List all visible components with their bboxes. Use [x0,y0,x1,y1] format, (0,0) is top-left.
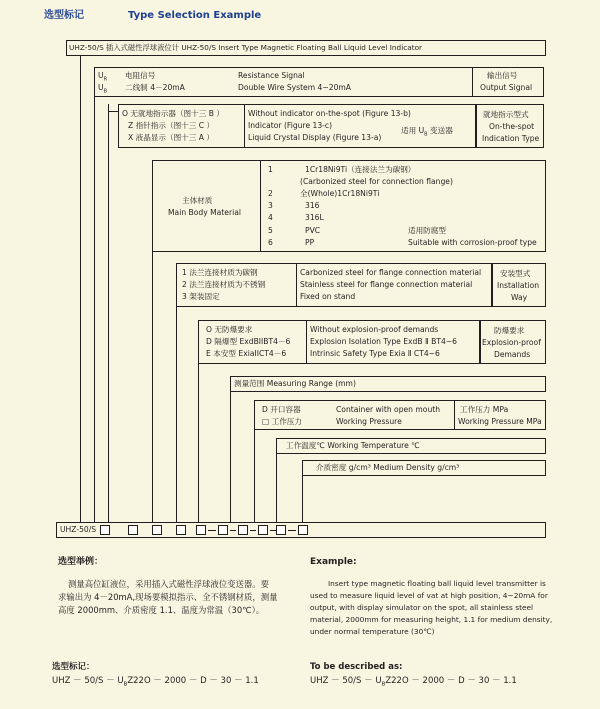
example-text-en: Insert type magnetic floating ball liquid level transmitter is used to measure liquid level of vat at high position, 4~20mA for output, with display simulator on the spot, all stainless steel material, 2000mm for measuring height, 1.1 for medium density, under normal temperature (30℃) [310,579,553,636]
code-prefix: UHZ-50/S [60,525,97,534]
material-code-1: 1 [268,165,273,174]
code-box-install [176,525,186,535]
output-cn-b: 二线制 4－20mA [125,83,185,92]
material-text-1: 1Cr18Ni9Ti（连接法兰为碳钢） [305,165,416,174]
explosion-en-d: Explosion Isolation Type ExdB Ⅱ BT4~6 [310,337,457,346]
material-text-5: PVC [305,226,321,235]
install-en-1: Carbonized steel for flange connection material [300,268,482,277]
material-note-cn: 适用防腐型 [408,226,446,235]
install-label-en1: Installation [497,281,540,290]
install-row-2: 2 法兰连接材质为不锈钢 [182,280,266,289]
install-en-3: Fixed on stand [300,292,356,301]
onspot-en-o: Without indicator on-the-spot (Figure 13-b) [248,109,411,118]
described-label-cn: 选型标记： [52,662,95,672]
onspot-en-x: Liquid Crystal Display (Figure 13-a) [248,133,382,142]
header-title-en: Type Selection Example [128,10,262,21]
code-box-pressure-2 [258,525,268,535]
onspot-label-en1: On-the-spot [489,122,535,131]
onspot-label-cn: 就地指示型式 [483,110,529,119]
explosion-en-e: Intrinsic Safety Type Exia Ⅱ CT4~6 [310,349,440,358]
material-label-cn: 主体材质 [182,196,213,205]
onspot-row-o: O 无就地指示器（图十三 B ） [122,109,224,118]
material-note-en: Suitable with corrosion-proof type [408,238,537,247]
material-code-5: 5 [268,226,273,235]
material-code-3: 3 [268,201,273,210]
code-box-explosion [196,525,206,535]
described-code-en: UHZ － $50/S - U_BZ22O - 2000 - D - 30 - 1.1$ [310,676,517,688]
pressure-en-d: Container with open mouth [336,405,441,414]
connector-line [80,56,81,522]
code-box-output [100,525,110,535]
install-row-1: 1 法兰连接材质为碳钢 [182,268,258,277]
output-code-b: $U_B$ [98,83,107,95]
range-text: 测量范围 Measuring Range (mm) [234,379,356,388]
header-title-cn: 选型标记 [44,10,84,21]
install-en-2: Stainless steel for flange connection material [300,280,473,289]
material-text-2: 全(Whole)1Cr18Ni9Ti [300,189,380,198]
described-code-cn: UHZ － $50/S - U_BZ22O - 2000 - D - 30 - 1.1$ [52,676,259,688]
connector-line [108,104,109,522]
temperature-text: 工作温度℃ Working Temperature ℃ [286,441,420,450]
install-label-cn: 安装型式 [500,269,531,278]
explosion-en-o: Without explosion-proof demands [310,325,439,334]
install-row-3: 3 架装固定 [182,292,220,301]
output-code-r: $U_R$ [98,71,108,83]
code-box-density [298,525,308,535]
onspot-note: 适用 $U_B$ 变送器 [401,126,453,138]
code-box-temperature [276,525,286,535]
onspot-label-en2: Indication Type [482,134,540,143]
pressure-label-cn: 工作压力 MPa [460,405,509,414]
density-text: 介质密度 g/cm³ Medium Density g/cm³ [316,463,460,472]
output-label-en: Output Signal [480,83,533,92]
explosion-row-o: O 无防爆要求 [206,325,253,334]
explosion-row-e: E 本安型 ExiaIICT4－6 [206,349,287,358]
example-title-en: Example: [310,557,357,567]
output-en-r: Resistance Signal [238,71,305,80]
material-code-6: 6 [268,238,273,247]
code-box-material [152,525,162,535]
described-label-en: To be described as: [310,662,403,672]
pressure-en-w: Working Pressure [336,417,402,426]
onspot-en-z: Indicator (Figure 13-c) [248,121,333,130]
onspot-row-x: X 液晶显示（图十三 A ） [128,133,214,142]
pressure-row-d: D 开口容器 [262,405,301,414]
example-title-cn: 选型举例： [58,557,104,567]
explosion-row-d: D 隔爆型 ExdBIIBT4－6 [206,337,291,346]
material-text-1b: (Carbonized steel for connection flange) [300,177,453,186]
material-text-4: 316L [305,213,324,222]
material-text-6: PP [305,238,315,247]
model-bar-text: UHZ-50/S 插入式磁性浮球液位计 UHZ-50/S Insert Type Magnetic Floating Ball Liquid Level Indicator [69,43,423,52]
material-code-4: 4 [268,213,273,222]
material-text-3: 316 [305,201,320,210]
material-label-en: Main Body Material [168,208,241,217]
code-box-onspot [128,525,138,535]
install-label-en2: Way [511,293,528,302]
pressure-label-en: Working Pressure MPa [458,417,542,426]
connector-line [230,376,231,522]
explosion-label-cn: 防爆要求 [494,326,525,335]
explosion-label-en2: Demands [494,350,531,359]
connector-line [94,67,95,522]
material-code-2: 2 [268,189,273,198]
output-cn-r: 电阻信号 [125,71,156,80]
output-label-cn: 输出信号 [487,71,518,80]
explosion-label-en1: Explosion-proof [482,338,541,347]
onspot-row-z: Z 指针指示（图十三 C ） [128,121,215,130]
example-text-cn: 测量高位缸液位，采用插入式磁性浮球液位变送器。要 求输出为 4－20mA,现场要模拟指示、全不锈钢材质，测量 高度 2000mm、介质密度 1.1、温度为常温（30℃）。 [58,579,278,615]
output-en-b: Double Wire System 4~20mA [238,83,351,92]
pressure-row-w: □ 工作压力 [262,417,302,426]
code-box-range [218,525,228,535]
code-box-pressure [238,525,248,535]
